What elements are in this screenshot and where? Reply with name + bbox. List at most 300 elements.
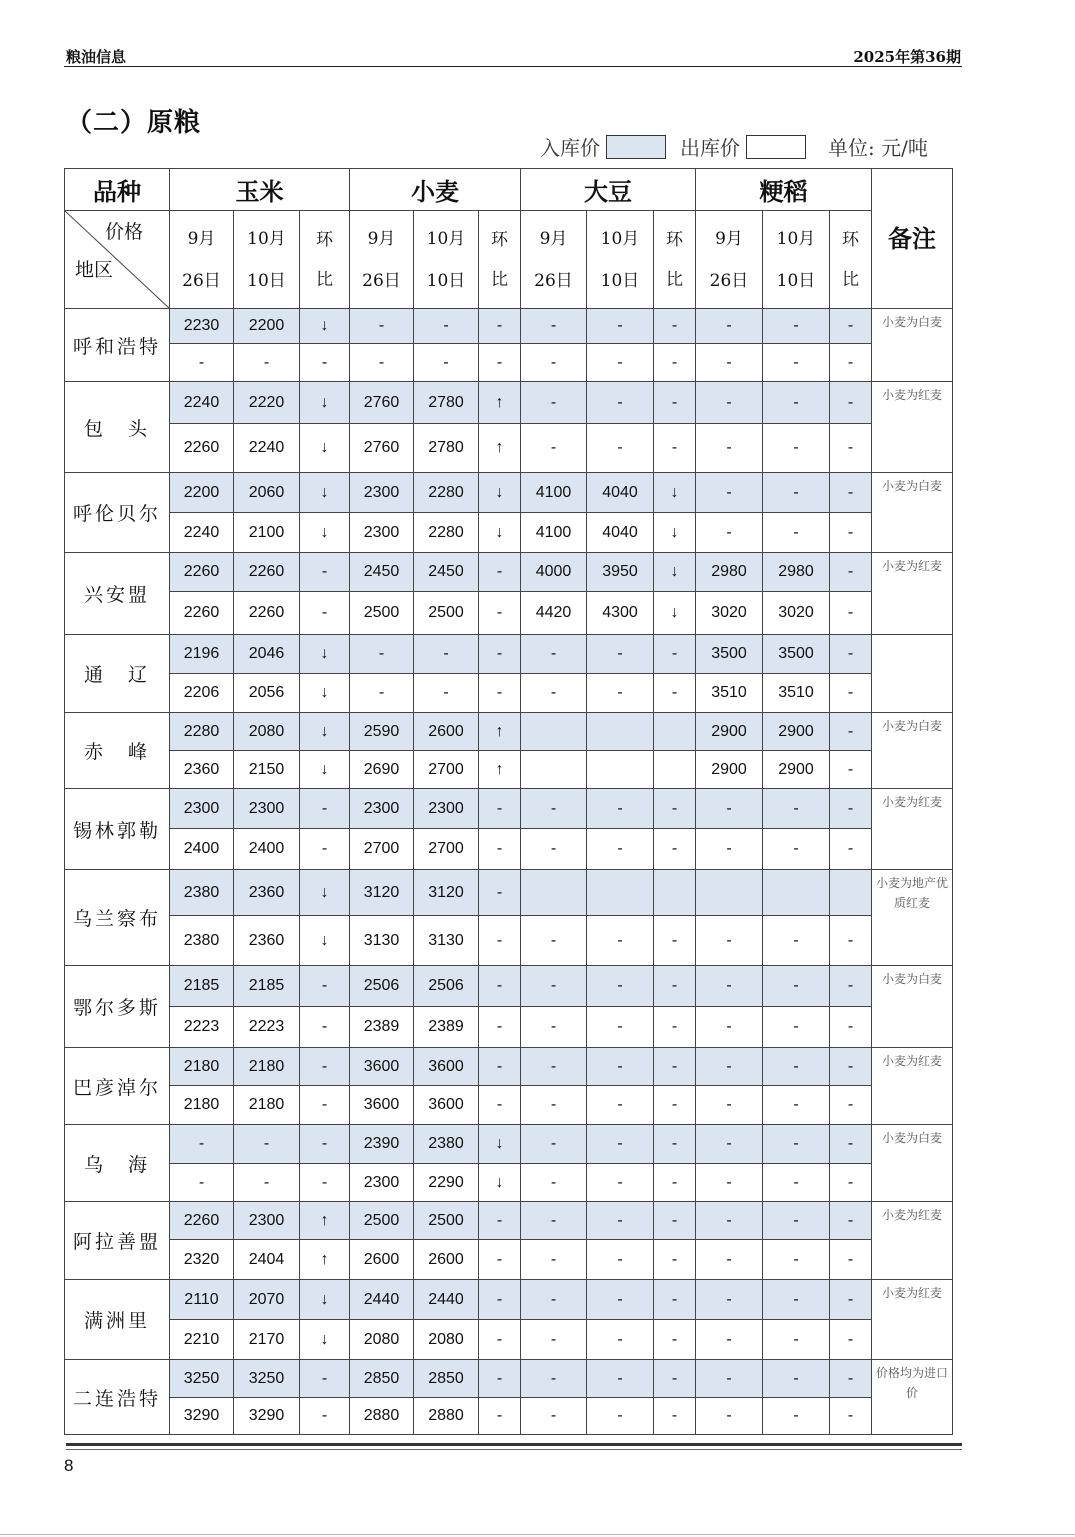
in-price-cell: - [170, 1125, 234, 1164]
region-name: 锡林郭勒 [65, 789, 170, 870]
out-price-cell: - [830, 1007, 872, 1048]
out-price-cell: - [300, 344, 350, 382]
in-price-cell: 2390 [350, 1125, 414, 1164]
legend-unit: 单位: 元/吨 [828, 136, 928, 160]
subheader-bottom: 10日 [600, 270, 640, 291]
region-name: 赤 峰 [65, 713, 170, 789]
out-price-cell: 3130 [414, 916, 479, 966]
in-price-cell: 2760 [350, 382, 414, 424]
out-price-cell: - [696, 1320, 763, 1360]
in-price-cell: 2070 [234, 1280, 300, 1320]
out-price-cell: - [830, 751, 872, 789]
out-price-cell: - [521, 424, 587, 473]
out-price-cell: - [654, 1164, 696, 1202]
remark-cell: 小麦为地产优质红麦 [872, 870, 953, 966]
out-price-cell: 2210 [170, 1320, 234, 1360]
in-price-cell: 3500 [696, 635, 763, 674]
in-price-cell: - [521, 1202, 587, 1240]
in-price-cell: - [479, 1280, 521, 1320]
in-price-cell: - [830, 635, 872, 674]
grain-price-table [64, 168, 953, 1435]
subheader-rice-sep26 [696, 211, 763, 309]
in-price-cell: 2300 [350, 789, 414, 829]
in-price-cell: - [587, 1360, 654, 1398]
in-price-cell: - [654, 635, 696, 674]
remark-cell: 小麦为白麦 [872, 966, 953, 1048]
out-price-cell: - [696, 1398, 763, 1435]
subheader-rice-oct10 [763, 211, 830, 309]
out-price-cell: - [300, 1164, 350, 1202]
in-price-cell: ↓ [300, 309, 350, 344]
in-price-cell: - [830, 309, 872, 344]
in-price-cell: 2360 [234, 870, 300, 916]
out-price-cell: - [763, 1086, 830, 1125]
in-price-cell: - [479, 789, 521, 829]
in-price-cell: - [350, 309, 414, 344]
out-price-cell: - [350, 344, 414, 382]
out-price-cell: - [654, 1398, 696, 1435]
out-price-cell: - [479, 592, 521, 635]
in-price-cell: 2240 [170, 382, 234, 424]
subheader-bottom: 10日 [426, 270, 466, 291]
out-price-cell: 4300 [587, 592, 654, 635]
in-price-cell: - [300, 966, 350, 1007]
table-row [65, 1360, 953, 1398]
in-price-cell: 2260 [234, 553, 300, 592]
in-price-cell: 4000 [521, 553, 587, 592]
out-price-cell: - [479, 344, 521, 382]
in-price-cell: - [696, 1125, 763, 1164]
in-price-cell: - [763, 1125, 830, 1164]
out-price-cell: - [763, 424, 830, 473]
in-price-cell: - [830, 966, 872, 1007]
in-price-cell: 2046 [234, 635, 300, 674]
out-price-cell: - [587, 1007, 654, 1048]
in-price-cell: ↓ [479, 1125, 521, 1164]
out-price-cell: 2260 [170, 424, 234, 473]
out-price-cell: 2206 [170, 674, 234, 713]
in-price-cell [521, 713, 587, 751]
page-edge [0, 1534, 1075, 1535]
table-row [65, 1164, 953, 1202]
in-price-cell: - [654, 1202, 696, 1240]
in-price-cell: 3600 [350, 1048, 414, 1086]
in-price-cell: 2500 [350, 1202, 414, 1240]
subheader-top: 9月 [367, 228, 396, 249]
out-price-cell: - [696, 829, 763, 870]
subheader-top: 10月 [426, 228, 466, 249]
in-price-cell: 2980 [763, 553, 830, 592]
table-row [65, 309, 953, 344]
in-price-cell: - [521, 635, 587, 674]
in-price-cell: - [479, 870, 521, 916]
out-price-cell: - [763, 1164, 830, 1202]
in-price-cell: ↓ [300, 1280, 350, 1320]
subheader-top: 10月 [776, 228, 816, 249]
legend-in-label: 入库价 [540, 136, 600, 160]
out-price-cell: - [300, 592, 350, 635]
region-name: 呼和浩特 [65, 309, 170, 382]
out-price-cell: 3510 [763, 674, 830, 713]
table-row [65, 513, 953, 553]
in-price-cell: 2185 [234, 966, 300, 1007]
in-price-cell: 2300 [234, 789, 300, 829]
subheader-rice-change [830, 211, 872, 309]
region-name: 包 头 [65, 382, 170, 473]
out-price-cell: - [587, 344, 654, 382]
out-price-cell: ↓ [654, 513, 696, 553]
out-price-cell: 2080 [414, 1320, 479, 1360]
in-price-cell: - [521, 382, 587, 424]
out-price-cell: - [587, 1398, 654, 1435]
in-price-cell: - [521, 1125, 587, 1164]
out-price-cell: 2900 [696, 751, 763, 789]
in-price-cell: - [696, 1280, 763, 1320]
in-price-cell [521, 870, 587, 916]
in-price-cell: 2850 [414, 1360, 479, 1398]
region-name: 满洲里 [65, 1280, 170, 1360]
out-price-cell: ↑ [300, 1240, 350, 1280]
legend-out-label: 出库价 [680, 136, 740, 160]
in-price-cell: 2185 [170, 966, 234, 1007]
subheader-wheat-oct10 [414, 211, 479, 309]
in-price-cell: 3120 [350, 870, 414, 916]
table-row [65, 829, 953, 870]
subheader-bottom: 26日 [362, 270, 401, 291]
in-price-cell: 2440 [414, 1280, 479, 1320]
in-price-cell: 2500 [414, 1202, 479, 1240]
out-price-cell: - [170, 344, 234, 382]
out-price-cell: 2180 [234, 1086, 300, 1125]
out-price-cell: - [830, 1164, 872, 1202]
subheader-top: 环 [491, 229, 508, 250]
remark-cell: 小麦为红麦 [872, 382, 953, 473]
region-name: 阿拉善盟 [65, 1202, 170, 1280]
in-price-cell: - [479, 966, 521, 1007]
in-price-cell: - [654, 789, 696, 829]
in-price-cell: - [763, 309, 830, 344]
in-price-cell: 3120 [414, 870, 479, 916]
in-price-cell: - [587, 1125, 654, 1164]
variety-header: 品种 [65, 169, 170, 211]
region-name: 鄂尔多斯 [65, 966, 170, 1048]
out-price-cell: - [300, 1007, 350, 1048]
running-header-issue: 2025年第36期 [853, 48, 961, 66]
in-price-cell: 3250 [234, 1360, 300, 1398]
remark-cell: 小麦为红麦 [872, 1280, 953, 1360]
out-price-cell: - [521, 1398, 587, 1435]
out-price-cell [654, 751, 696, 789]
out-price-cell: ↓ [300, 674, 350, 713]
subheader-bottom: 10日 [247, 270, 286, 291]
in-price-cell: - [479, 1202, 521, 1240]
in-price-cell: - [300, 553, 350, 592]
note-header: 备注 [872, 169, 953, 309]
in-price-cell: - [654, 1125, 696, 1164]
table-row [65, 635, 953, 674]
in-price-cell: - [830, 789, 872, 829]
in-price-cell: 3250 [170, 1360, 234, 1398]
in-price-cell: 2220 [234, 382, 300, 424]
subheader-top: 10月 [600, 228, 640, 249]
in-price-cell [654, 713, 696, 751]
out-price-cell: - [830, 513, 872, 553]
table-row [65, 1125, 953, 1164]
in-price-cell: - [479, 309, 521, 344]
subheader-bottom: 10日 [776, 270, 816, 291]
out-price-cell: - [521, 829, 587, 870]
out-price-cell: 2380 [170, 916, 234, 966]
in-price-cell: ↓ [300, 713, 350, 751]
in-price-cell: ↑ [300, 1202, 350, 1240]
in-price-cell: 2300 [170, 789, 234, 829]
out-price-cell: - [234, 344, 300, 382]
remark-cell: 小麦为红麦 [872, 1202, 953, 1280]
in-price-cell: - [830, 713, 872, 751]
out-price-cell: - [830, 1398, 872, 1435]
remark-cell: 小麦为红麦 [872, 789, 953, 870]
out-price-cell: 2760 [350, 424, 414, 473]
in-price-cell: - [763, 966, 830, 1007]
out-price-cell: 4100 [521, 513, 587, 553]
out-price-cell: - [763, 1398, 830, 1435]
table-row [65, 1086, 953, 1125]
out-price-cell: 2700 [350, 829, 414, 870]
in-price-cell: - [654, 966, 696, 1007]
in-price-cell: - [587, 1202, 654, 1240]
in-price-cell: 2380 [170, 870, 234, 916]
in-price-cell: 2180 [234, 1048, 300, 1086]
out-price-cell: 2290 [414, 1164, 479, 1202]
in-price-cell: - [654, 1048, 696, 1086]
out-price-cell: - [587, 674, 654, 713]
in-price-cell: - [521, 309, 587, 344]
out-price-cell: ↓ [654, 592, 696, 635]
in-price-cell: 2780 [414, 382, 479, 424]
out-price-cell: - [696, 1086, 763, 1125]
out-price-cell: - [654, 1320, 696, 1360]
in-price-cell: 3600 [414, 1048, 479, 1086]
out-price-cell: 2880 [350, 1398, 414, 1435]
table-row [65, 751, 953, 789]
subheader-bottom: 比 [842, 269, 859, 290]
out-price-cell: - [479, 1007, 521, 1048]
subheader-soybean-change [654, 211, 696, 309]
in-price-cell: 2450 [350, 553, 414, 592]
in-price-cell: - [587, 309, 654, 344]
out-price-cell: - [696, 1007, 763, 1048]
in-price-cell: 3950 [587, 553, 654, 592]
in-price-cell: 2080 [234, 713, 300, 751]
in-price-cell: - [234, 1125, 300, 1164]
out-price-cell: - [587, 1240, 654, 1280]
out-price-cell: - [763, 513, 830, 553]
in-price-cell: - [830, 1360, 872, 1398]
out-price-cell: - [587, 916, 654, 966]
region-name: 呼伦贝尔 [65, 473, 170, 553]
out-price-cell: 3600 [414, 1086, 479, 1125]
region-name: 乌兰察布 [65, 870, 170, 966]
out-price-cell: - [521, 1240, 587, 1280]
table-row [65, 1398, 953, 1435]
subheader-top: 9月 [715, 228, 743, 249]
region-name: 兴安盟 [65, 553, 170, 635]
out-price-cell: 2223 [234, 1007, 300, 1048]
in-price-cell: - [830, 1280, 872, 1320]
region-name: 巴彦淖尔 [65, 1048, 170, 1125]
out-price-cell: 2150 [234, 751, 300, 789]
in-price-cell: 2110 [170, 1280, 234, 1320]
in-price-cell: - [763, 473, 830, 513]
in-price-cell: - [521, 1360, 587, 1398]
in-price-cell: 2380 [414, 1125, 479, 1164]
in-price-cell: - [521, 789, 587, 829]
out-price-cell: 2260 [170, 592, 234, 635]
in-price-cell: - [696, 789, 763, 829]
in-price-cell [830, 870, 872, 916]
in-price-cell: 2200 [170, 473, 234, 513]
out-price-cell: 2360 [234, 916, 300, 966]
out-price-cell: 2300 [350, 1164, 414, 1202]
out-price-cell: 2500 [350, 592, 414, 635]
out-price-cell: - [654, 1240, 696, 1280]
out-price-cell: - [830, 424, 872, 473]
in-price-cell: - [830, 553, 872, 592]
out-price-cell: - [654, 1086, 696, 1125]
out-price-cell: 2300 [350, 513, 414, 553]
in-price-cell: - [479, 1048, 521, 1086]
in-price-cell: - [696, 1048, 763, 1086]
in-price-cell: - [521, 966, 587, 1007]
out-price-cell: - [830, 1086, 872, 1125]
price-region-diagonal-cell [65, 211, 170, 309]
subheader-corn-sep26 [170, 211, 234, 309]
out-price-cell: - [521, 674, 587, 713]
out-price-cell: - [521, 1007, 587, 1048]
subheader-bottom: 26日 [709, 270, 749, 291]
in-price-cell: 2260 [170, 1202, 234, 1240]
out-price-cell: - [414, 344, 479, 382]
out-price-cell: - [654, 424, 696, 473]
in-price-cell: ↓ [300, 870, 350, 916]
out-price-cell: 2389 [414, 1007, 479, 1048]
legend-out-swatch [746, 135, 806, 159]
in-price-cell: ↓ [300, 635, 350, 674]
out-price-cell: 2223 [170, 1007, 234, 1048]
group-header-wheat: 小麦 [350, 169, 521, 211]
out-price-cell: - [654, 829, 696, 870]
out-price-cell: - [479, 916, 521, 966]
in-price-cell: ↓ [300, 382, 350, 424]
price-label: 价格 [104, 221, 143, 243]
out-price-cell: 2240 [234, 424, 300, 473]
out-price-cell: 2880 [414, 1398, 479, 1435]
in-price-cell: - [654, 309, 696, 344]
legend-in-swatch [606, 135, 666, 159]
out-price-cell: 3290 [170, 1398, 234, 1435]
in-price-cell: - [300, 1048, 350, 1086]
region-label: 地区 [75, 259, 114, 281]
remark-cell: 小麦为红麦 [872, 553, 953, 635]
out-price-cell: 2600 [414, 1240, 479, 1280]
out-price-cell: 2600 [350, 1240, 414, 1280]
in-price-cell: - [830, 1048, 872, 1086]
in-price-cell: - [830, 1125, 872, 1164]
out-price-cell: - [763, 1240, 830, 1280]
remark-cell: 小麦为白麦 [872, 309, 953, 382]
in-price-cell: 2280 [170, 713, 234, 751]
in-price-cell: - [587, 966, 654, 1007]
in-price-cell: 3500 [763, 635, 830, 674]
in-price-cell: 2200 [234, 309, 300, 344]
subheader-soybean-oct10 [587, 211, 654, 309]
in-price-cell [696, 870, 763, 916]
out-price-cell: 2080 [350, 1320, 414, 1360]
out-price-cell: 2389 [350, 1007, 414, 1048]
in-price-cell: 2300 [414, 789, 479, 829]
in-price-cell: - [763, 1280, 830, 1320]
in-price-cell: - [587, 789, 654, 829]
out-price-cell: 2320 [170, 1240, 234, 1280]
out-price-cell: - [763, 916, 830, 966]
out-price-cell: 2700 [414, 829, 479, 870]
subheader-top: 环 [842, 229, 859, 250]
in-price-cell: 2900 [696, 713, 763, 751]
out-price-cell: - [830, 674, 872, 713]
out-price-cell: ↓ [479, 1164, 521, 1202]
out-price-cell: ↓ [300, 916, 350, 966]
table-row [65, 553, 953, 592]
table-row [65, 1320, 953, 1360]
out-price-cell: - [479, 1320, 521, 1360]
out-price-cell: ↓ [300, 424, 350, 473]
in-price-cell: - [521, 1280, 587, 1320]
out-price-cell: - [696, 916, 763, 966]
in-price-cell: - [414, 635, 479, 674]
in-price-cell: 2440 [350, 1280, 414, 1320]
subheader-corn-change [300, 211, 350, 309]
out-price-cell: - [830, 344, 872, 382]
out-price-cell: - [763, 1007, 830, 1048]
in-price-cell: 2980 [696, 553, 763, 592]
in-price-cell: 2180 [170, 1048, 234, 1086]
in-price-cell: 2590 [350, 713, 414, 751]
out-price-cell: - [521, 1320, 587, 1360]
in-price-cell [654, 870, 696, 916]
out-price-cell: - [763, 829, 830, 870]
out-price-cell: - [696, 344, 763, 382]
remark-cell: 价格均为进口价 [872, 1360, 953, 1435]
in-price-cell: 2260 [170, 553, 234, 592]
table-row [65, 674, 953, 713]
in-price-cell: - [479, 635, 521, 674]
in-price-cell: - [763, 789, 830, 829]
out-price-cell: 2240 [170, 513, 234, 553]
out-price-cell [521, 751, 587, 789]
in-price-cell: - [300, 1125, 350, 1164]
out-price-cell: 2360 [170, 751, 234, 789]
out-price-cell: 3600 [350, 1086, 414, 1125]
in-price-cell: 2280 [414, 473, 479, 513]
out-price-cell: - [521, 1086, 587, 1125]
out-price-cell: - [170, 1164, 234, 1202]
in-price-cell: - [830, 382, 872, 424]
in-price-cell: - [479, 1360, 521, 1398]
group-header-rice: 粳稻 [696, 169, 872, 211]
in-price-cell [763, 870, 830, 916]
table-row [65, 916, 953, 966]
out-price-cell: 3020 [696, 592, 763, 635]
